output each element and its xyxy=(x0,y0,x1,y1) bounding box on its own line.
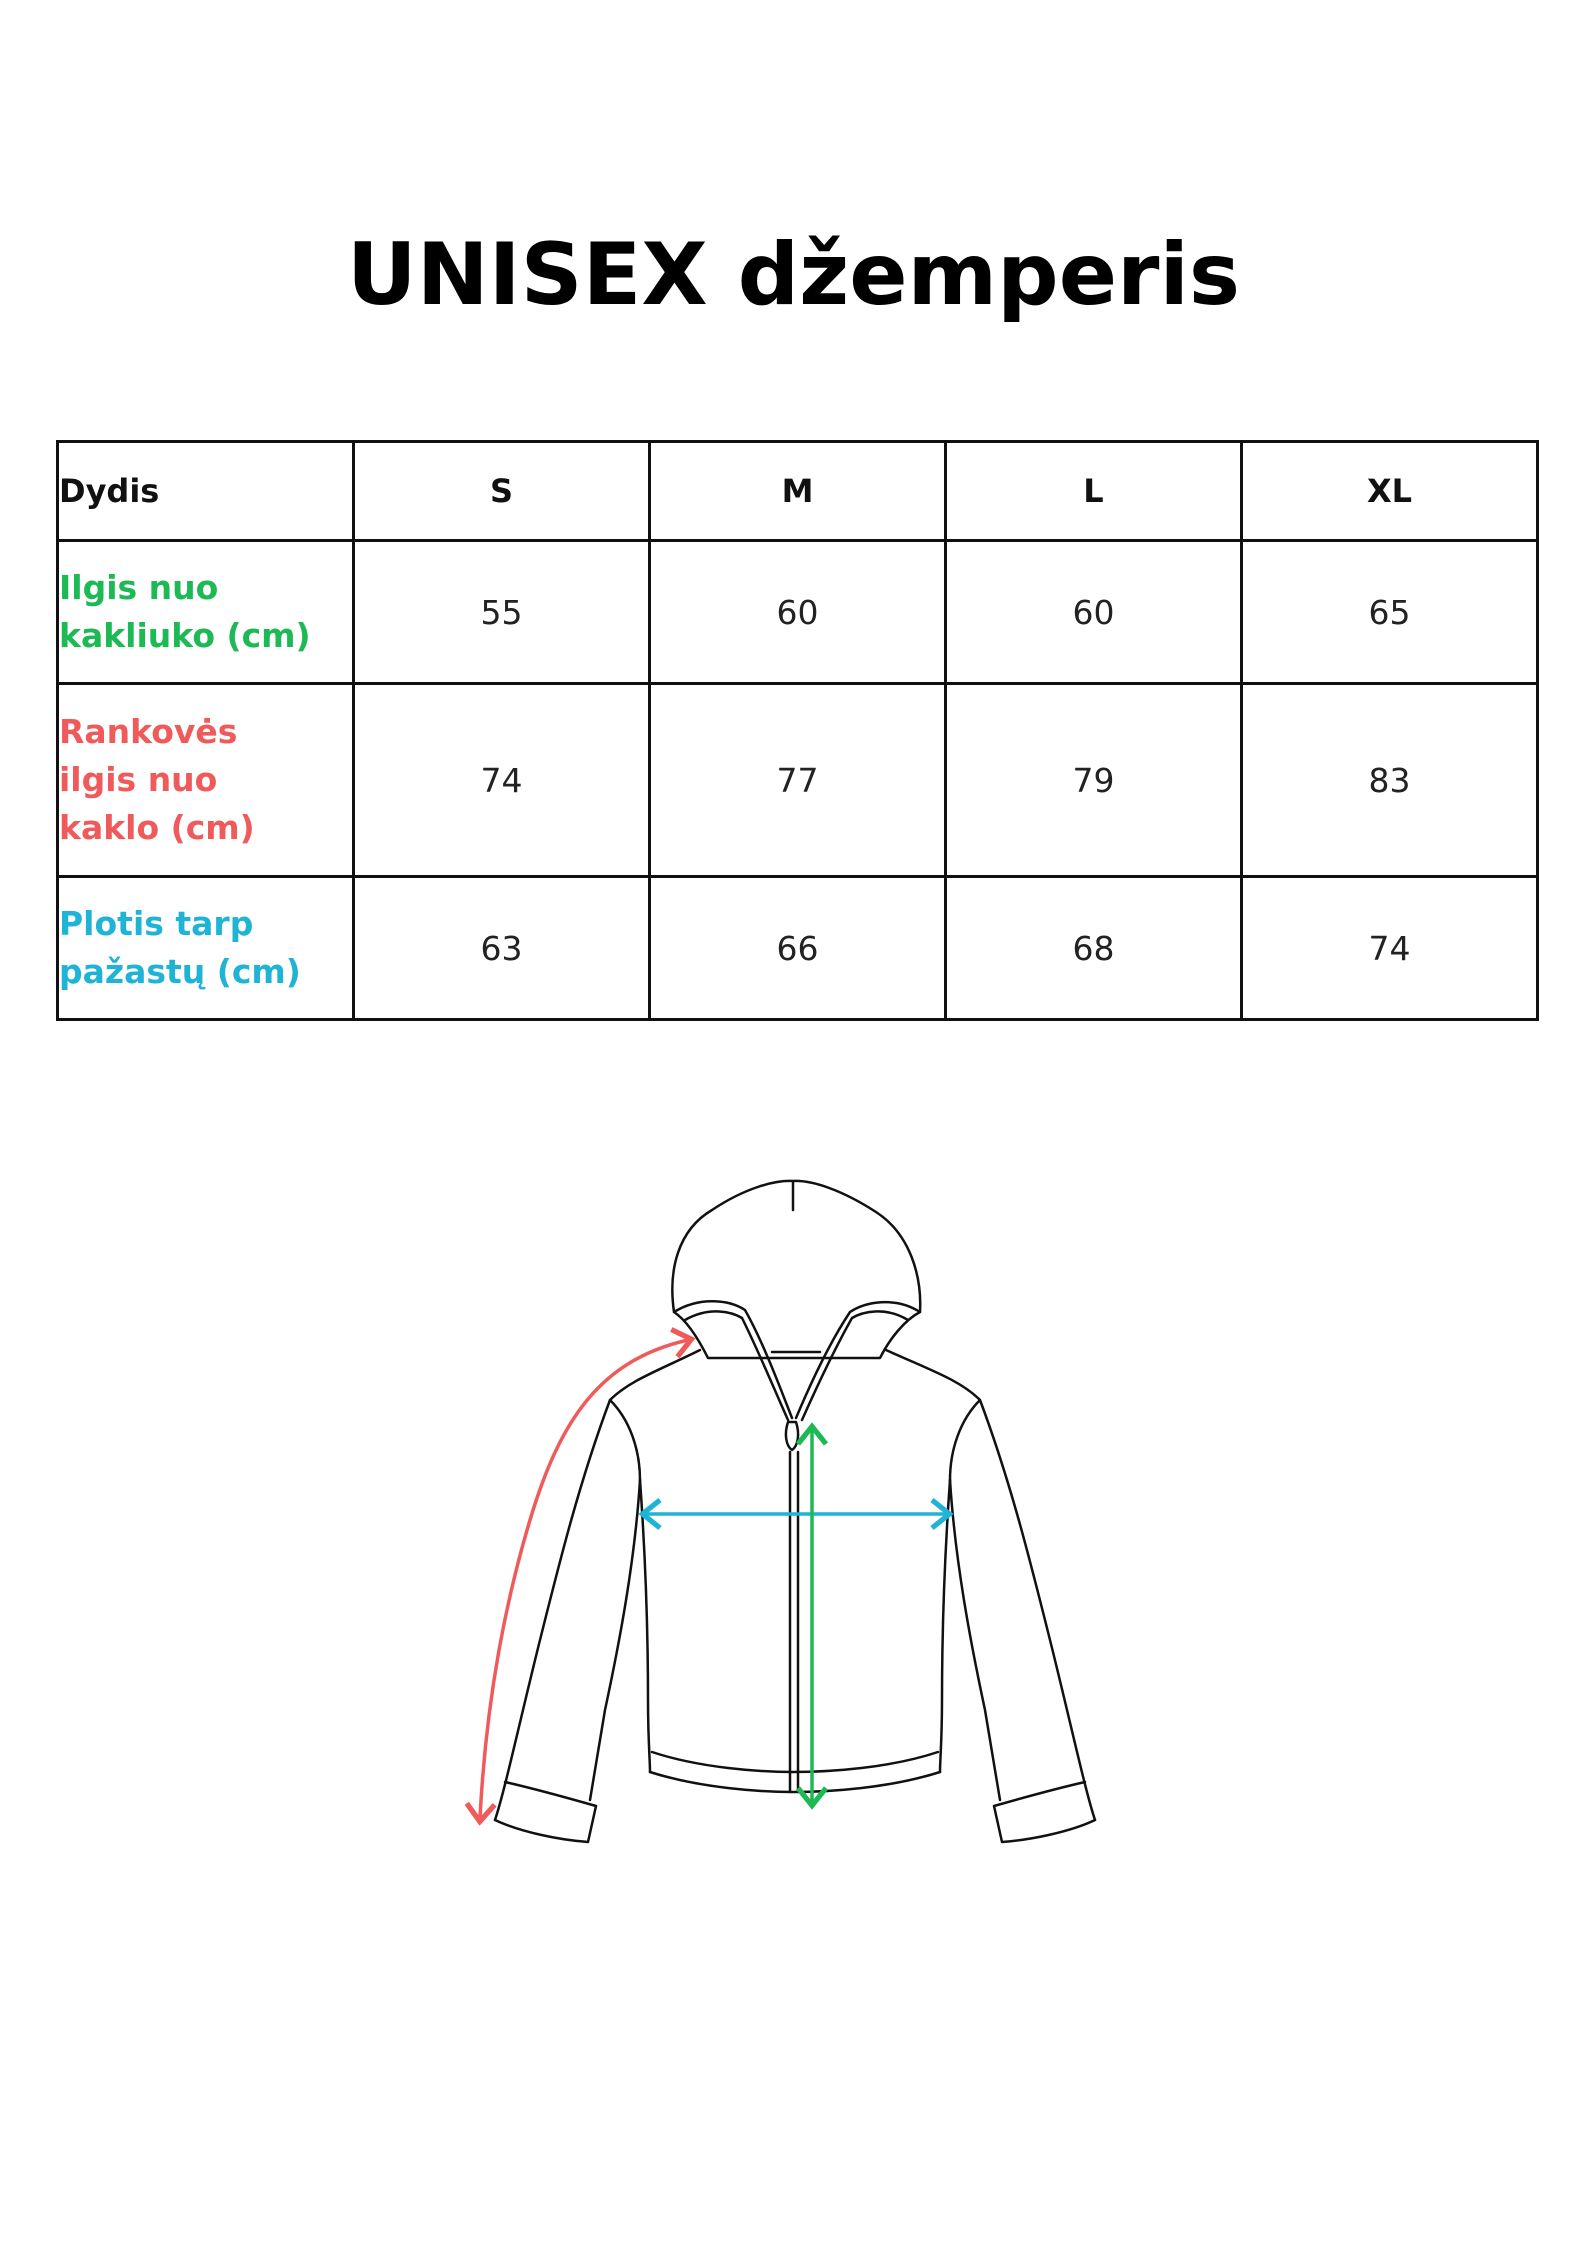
label-line: kakliuko (cm) xyxy=(59,616,311,655)
hoodie-outline-icon xyxy=(495,1181,1095,1842)
page-title: UNISEX džemperis xyxy=(346,225,1241,325)
label-line: Ilgis nuo xyxy=(59,568,219,607)
cell-value: 60 xyxy=(946,541,1242,684)
label-line: Plotis tarp xyxy=(59,904,254,943)
header-l: L xyxy=(946,442,1242,541)
header-s: S xyxy=(354,442,650,541)
sleeve-length-arrow xyxy=(480,1340,688,1818)
header-size: Dydis xyxy=(58,442,354,541)
cell-value: 83 xyxy=(1242,684,1538,877)
cell-value: 77 xyxy=(650,684,946,877)
cell-value: 55 xyxy=(354,541,650,684)
cell-value: 74 xyxy=(1242,877,1538,1020)
label-line: ilgis nuo xyxy=(59,760,218,799)
cell-value: 65 xyxy=(1242,541,1538,684)
cell-value: 60 xyxy=(650,541,946,684)
header-m: M xyxy=(650,442,946,541)
label-line: pažastų (cm) xyxy=(59,952,301,991)
cell-value: 74 xyxy=(354,684,650,877)
cell-value: 79 xyxy=(946,684,1242,877)
cell-value: 68 xyxy=(946,877,1242,1020)
cell-value: 63 xyxy=(354,877,650,1020)
label-line: Rankovės xyxy=(59,712,238,751)
cell-value: 66 xyxy=(650,877,946,1020)
label-line: kaklo (cm) xyxy=(59,808,255,847)
header-xl: XL xyxy=(1242,442,1538,541)
